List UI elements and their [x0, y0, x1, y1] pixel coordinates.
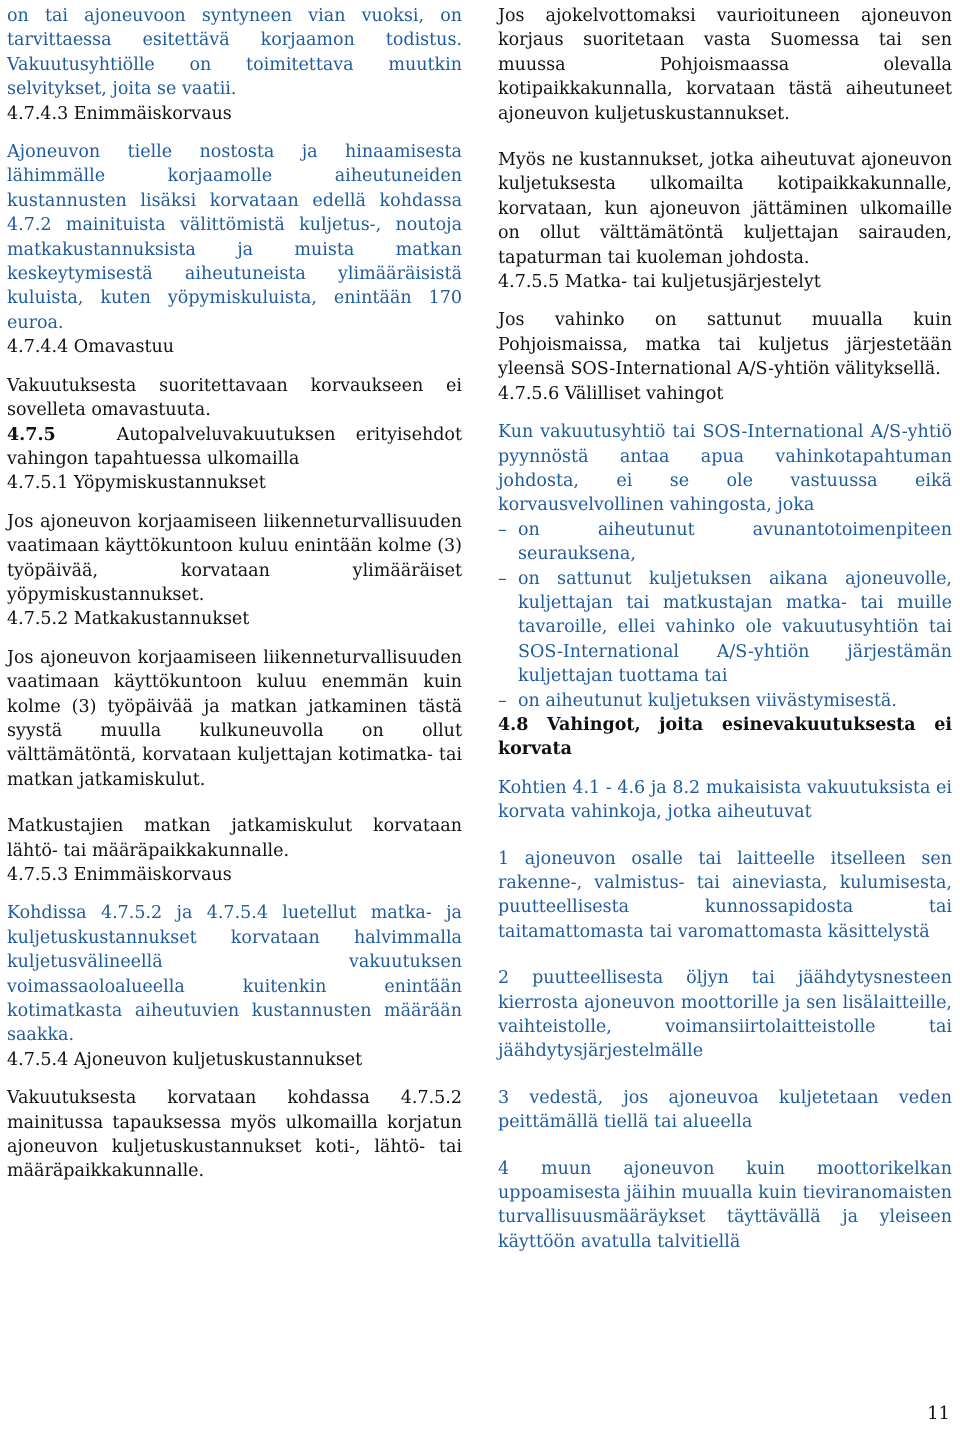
- paragraph-484: 4 muun ajoneuvon kuin moottorikelkan uppoamisesta jäihin muualla kuin tieviranomaisten turvallisuusmääräykset täyttävällä ja yleiseen käyttöön avatulla talvitiellä: [498, 1158, 952, 1252]
- heading-4752: 4.7.5.2 Matkakustannukset: [7, 609, 250, 630]
- heading-475-number: 4.7.5: [7, 424, 56, 445]
- heading-4751: 4.7.5.1 Yöpymiskustannukset: [7, 473, 266, 494]
- paragraph-transport-abroad: Myös ne kustannukset, jotka aiheutuvat ajoneuvon kuljetuksesta ulkomailta kotipaikkakunnalle, korvataan, kun ajoneuvon jättäminen ulkomaille on ollut välttämätöntä kuljettajan sairauden, tapaturman tai kuoleman johdosta.: [498, 150, 952, 268]
- dash-marker: –: [498, 568, 507, 589]
- right-column: [498, 4, 952, 1254]
- heading-4755: 4.7.5.5 Matka- tai kuljetusjärjestelyt: [498, 272, 821, 293]
- paragraph-transport-finland: Jos ajokelvottomaksi vaurioituneen ajoneuvon korjaus suoritetaan vasta Suomessa tai sen muussa Pohjoismaassa olevalla kotipaikkakunnalla, korvataan tästä aiheutuneet ajoneuvon kuljetuskustannukset.: [498, 6, 952, 124]
- paragraph-482: 2 puutteellisesta öljyn tai jäähdytysnesteen kierrosta ajoneuvon moottorille ja sen lisälaitteille, vaihteistolle, voimansiirtolaitteistolle tai jäähdytysjärjestelmälle: [498, 968, 952, 1062]
- paragraph-4752b: Matkustajien matkan jatkamiskulut korvataan lähtö- tai määräpaikkakunnalle.: [7, 816, 462, 861]
- paragraph-4752a: Jos ajoneuvon korjaamiseen liikenneturvallisuuden vaatimaan käyttökuntoon kuluu enemmän kuin kolme (3) työpäivää ja matkan jatkaminen tästä syystä muulla kulkuneuvolla on ollut välttämätöntä, korvataan kuljettajan kotimatka- tai matkan jatkamiskulut.: [7, 647, 462, 790]
- heading-4744: 4.7.4.4 Omavastuu: [7, 337, 175, 358]
- paragraph-4753: Kohdissa 4.7.5.2 ja 4.7.5.4 luetellut matka- ja kuljetuskustannukset korvataan halvimmalla kuljetusvälineellä vakuutuksen voimassaoloalueella kuitenkin enintään kotimatkasta aiheutuvien kustannusten määrään saakka.: [7, 903, 462, 1046]
- paragraph-481: 1 ajoneuvon osalle tai laitteelle itselleen sen rakenne-, valmistus- tai aineviasta, kulumisesta, puutteellisesta kunnossapidosta tai taitamattomasta tai varomattomasta käsittelystä: [498, 848, 952, 942]
- paragraph-4743: Ajoneuvon tielle nostosta ja hinaamisesta lähimmälle korjaamolle aiheutuneiden kustannusten lisäksi korvataan edellä kohdassa 4.7.2 mainituista välittömistä kuljetus-, noutoja matkakustannuksista ja muista matkan keskeytymisestä aiheutuneista ylimääräisistä kuluista, kuten yöpymiskuluista, enintään 170 euroa.: [7, 142, 462, 333]
- heading-4756: 4.7.5.6 Välilliset vahingot: [498, 383, 724, 404]
- heading-48: 4.8 Vahingot, joita esinevakuutuksesta ei korvata: [498, 714, 952, 760]
- paragraph-4744: Vakuutuksesta suoritettavaan korvaukseen ei sovelleta omavastuuta.: [7, 375, 462, 421]
- paragraph-4755: Jos vahinko on sattunut muualla kuin Pohjoismaissa, matka tai kuljetus järjestetään yleensä SOS-International A/S-yhtiön välityksellä.: [498, 310, 952, 380]
- heading-4743: 4.7.4.3 Enimmäiskorvaus: [7, 103, 232, 124]
- heading-4753: 4.7.5.3 Enimmäiskorvaus: [7, 865, 232, 885]
- heading-4754: 4.7.5.4 Ajoneuvon kuljetuskustannukset: [7, 1049, 363, 1070]
- list-item: – on aiheutunut avunantotoimenpiteen seurauksena,: [498, 519, 952, 565]
- heading-475: [7, 423, 462, 472]
- paragraph-48: Kohtien 4.1 - 4.6 ja 8.2 mukaisista vakuutuksista ei korvata vahinkoja, jotka aiheutuvat: [498, 777, 952, 823]
- paragraph-4751: Jos ajoneuvon korjaamiseen liikenneturvallisuuden vaatimaan käyttökuntoon kuluu enintään kolme (3) työpäivää, korvataan ylimääräiset yöpymiskustannukset.: [7, 511, 462, 605]
- page-number: 11: [927, 1402, 950, 1424]
- intro-paragraph: on tai ajoneuvoon syntyneen vian vuoksi, on tarvittaessa esitettävä korjaamon todistus. Vakuutusyhtiölle on toimitettava muutkin selvitykset, joita se vaatii.: [7, 6, 462, 100]
- paragraph-4754: Vakuutuksesta korvataan kohdassa 4.7.5.2 mainitussa tapauksessa myös ulkomailla korjatun ajoneuvon kuljetuskustannukset koti-, lähtö- tai määräpaikkakunnalle.: [7, 1088, 462, 1182]
- list-item: – on aiheutunut kuljetuksen viivästymisestä.: [498, 689, 952, 713]
- paragraph-4756: Kun vakuutusyhtiö tai SOS-International A/S-yhtiö pyynnöstä antaa apua vahinkotapahtuman johdosta, ei se ole vastuussa eikä korvausvelvollinen vahingosta, joka: [498, 422, 952, 516]
- heading-475-text: Autopalveluvakuutuksen erityisehdot vahingon tapahtuessa ulkomailla: [7, 424, 462, 469]
- dash-marker: –: [498, 519, 507, 540]
- dash-marker: –: [498, 690, 507, 711]
- left-column: [7, 4, 462, 1184]
- paragraph-483: 3 vedestä, jos ajoneuvoa kuljetetaan veden peittämällä tiellä tai alueella: [498, 1087, 952, 1133]
- list-item: – on sattunut kuljetuksen aikana ajoneuvolle, kuljettajan tai matkustajan matka- tai muille tavaroille, ellei vahinko ole vakuutusyhtiön tai SOS-International A/S-yhtiön järjestämän kuljettajan tuottama tai: [498, 568, 952, 687]
- list-4756: [498, 518, 952, 713]
